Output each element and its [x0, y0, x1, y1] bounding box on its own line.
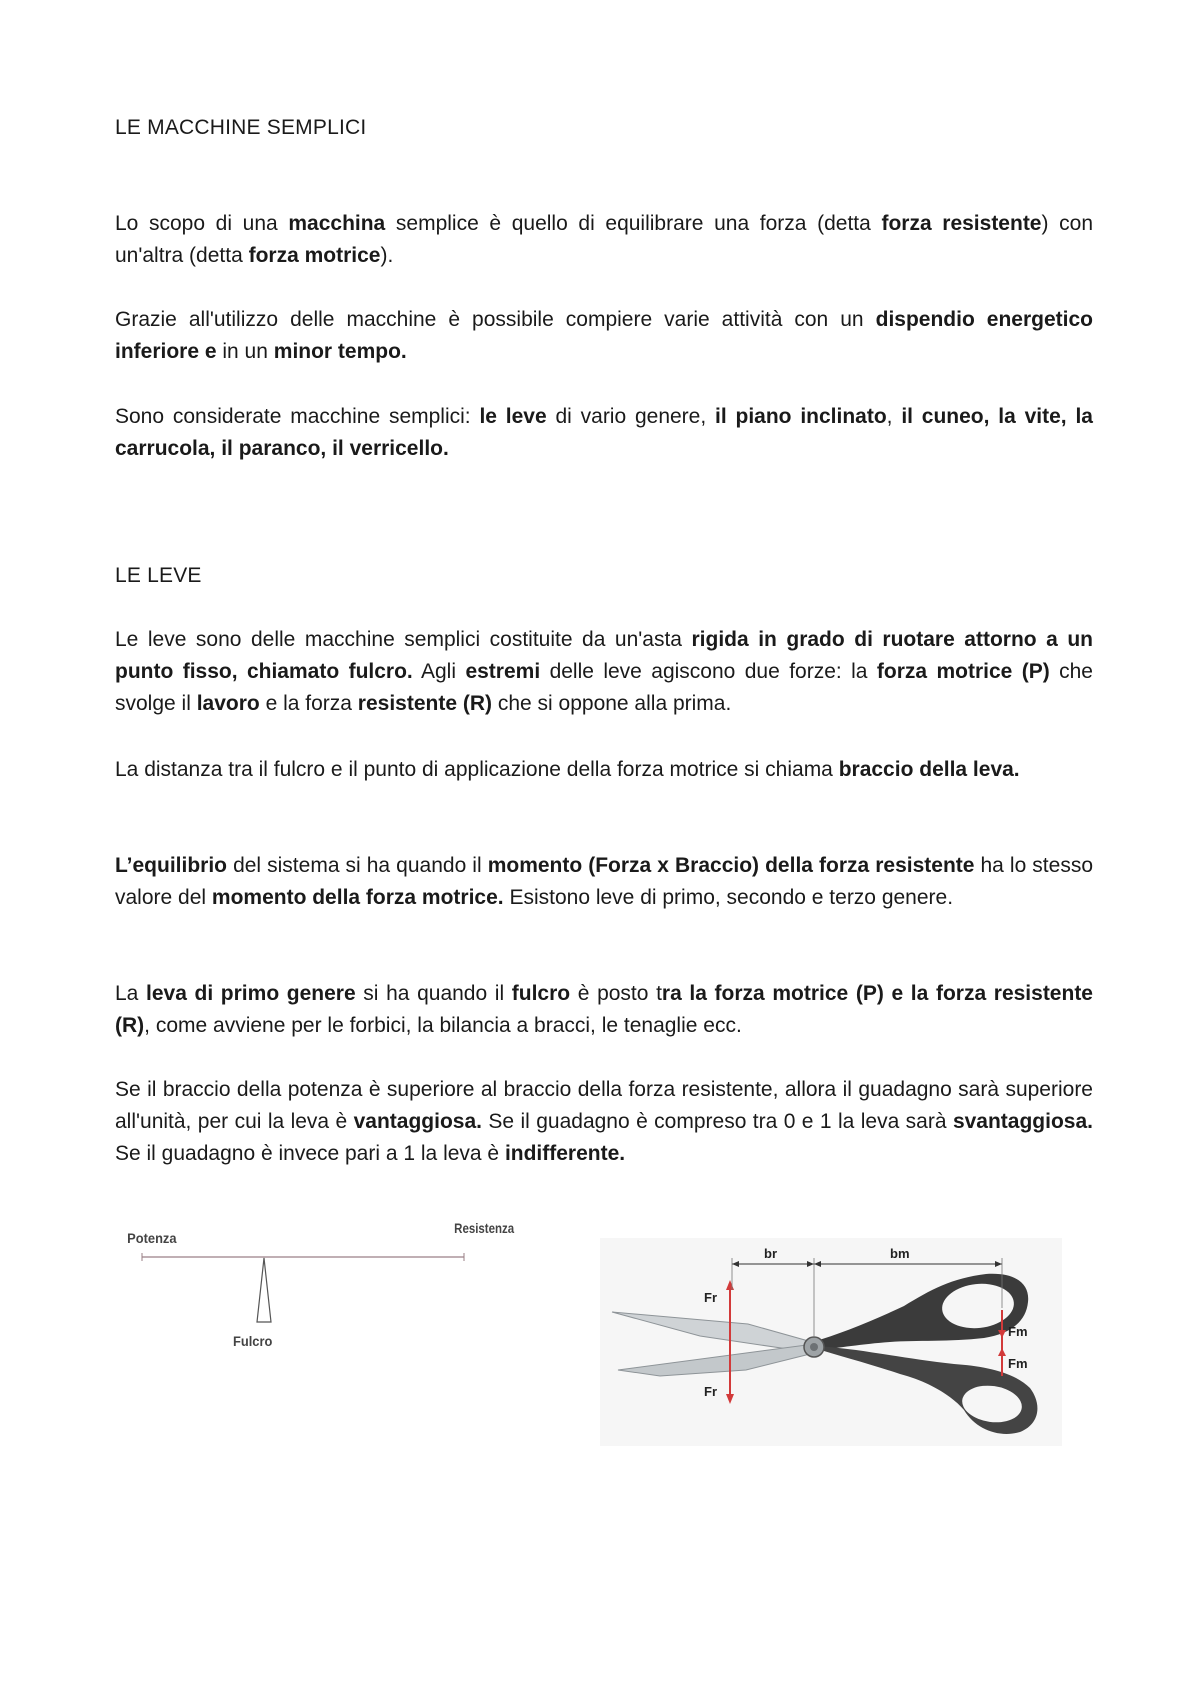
text-run: Se il guadagno è compreso tra 0 e 1 la leva sarà — [481, 1110, 953, 1133]
section-title-macchine-semplici: LE MACCHINE SEMPLICI — [115, 116, 367, 139]
bold-run: forza resistente — [881, 212, 1042, 235]
br-label: br — [764, 1246, 777, 1261]
fulcro-label: Fulcro — [233, 1333, 273, 1350]
bold-run: braccio della leva. — [838, 758, 1020, 781]
paragraph-guadagno — [115, 1074, 1093, 1170]
bold-run: momento della forza motrice. — [211, 886, 504, 909]
text-run: ha lo stesso valore del — [115, 854, 1093, 909]
text-run: Le leve sono delle macchine semplici costituite da un'asta — [115, 628, 692, 651]
paragraph-considerate — [115, 401, 1093, 465]
bold-run: dispendio energetico inferiore e — [115, 308, 1094, 363]
text-run: ). — [380, 244, 394, 267]
bold-run: il piano inclinato — [715, 405, 887, 428]
bold-run: le leve — [479, 405, 547, 428]
bold-run: indifferente. — [504, 1142, 626, 1165]
bold-run: svantaggiosa. — [952, 1110, 1093, 1133]
text-run: che si oppone alla prima. — [492, 692, 732, 715]
scissors-diagram — [600, 1238, 1062, 1446]
bold-run: L’equilibrio — [115, 854, 228, 877]
text-run: , — [886, 405, 902, 428]
text-run: Se il braccio della potenza è superiore al braccio della forza resistente, allora il guadagno sarà superiore all'unità, per cui la leva è — [115, 1078, 1093, 1133]
text-run: Sono considerate macchine semplici: — [115, 405, 480, 428]
bold-run: momento (Forza x Braccio) della forza resistente — [487, 854, 975, 877]
bold-run: fulcro — [511, 982, 571, 1005]
paragraph-scopo — [115, 208, 1093, 272]
paragraph-primo-genere — [115, 978, 1093, 1042]
text-run: del sistema si ha quando il — [227, 854, 488, 877]
text-run: di vario genere, — [546, 405, 716, 428]
text-run: si ha quando il — [355, 982, 512, 1005]
section-title-leve: LE LEVE — [115, 564, 202, 587]
text-run: Esistono leve di primo, secondo e terzo genere. — [503, 886, 954, 909]
text-run: è posto t — [570, 982, 662, 1005]
paragraph-braccio — [115, 754, 1093, 786]
bold-run: resistente (R) — [357, 692, 492, 715]
potenza-label: Potenza — [127, 1230, 177, 1247]
paragraph-leve-definizione — [115, 624, 1093, 720]
text-run: Agli — [412, 660, 466, 683]
bold-run: estremi — [465, 660, 541, 683]
fr-bottom-label: Fr — [704, 1384, 717, 1399]
fulcrum-triangle — [257, 1258, 271, 1322]
paragraph-grazie — [115, 304, 1093, 368]
text-run: Grazie all'utilizzo delle macchine è possibile compiere varie attività con un — [115, 308, 876, 331]
lever-diagram — [118, 1212, 515, 1362]
text-run: La distanza tra il fulcro e il punto di applicazione della forza motrice si chiama — [115, 758, 839, 781]
bold-run: lavoro — [196, 692, 260, 715]
bold-run: ra la forza motrice (P) e la forza resistente (R) — [115, 982, 1093, 1037]
text-run: La — [115, 982, 146, 1005]
bold-run: minor tempo. — [273, 340, 407, 363]
fm-bottom-label: Fm — [1008, 1356, 1028, 1371]
bold-run: forza motrice (P) — [876, 660, 1050, 683]
text-run: semplice è quello di equilibrare una forza (detta — [385, 212, 882, 235]
bold-run: vantaggiosa. — [353, 1110, 482, 1133]
bold-run: il cuneo, la vite, la carrucola, il paranco, il verricello. — [115, 405, 1093, 460]
bold-run: macchina — [288, 212, 386, 235]
resistenza-label: Resistenza — [454, 1219, 515, 1237]
paragraph-equilibrio — [115, 850, 1093, 914]
bold-run: leva di primo genere — [146, 982, 356, 1005]
text-run: che svolge il — [115, 660, 1093, 715]
fm-top-label: Fm — [1008, 1324, 1028, 1339]
text-run: delle leve agiscono due forze: la — [540, 660, 877, 683]
text-run: in un — [216, 340, 274, 363]
text-run: Lo scopo di una — [115, 212, 289, 235]
text-run: ) con un'altra (detta — [115, 212, 1093, 267]
fr-top-label: Fr — [704, 1290, 717, 1305]
text-run: Se il guadagno è invece pari a 1 la leva è — [115, 1142, 505, 1165]
bm-label: bm — [890, 1246, 910, 1261]
text-run: e la forza — [259, 692, 358, 715]
bold-run: forza motrice — [248, 244, 381, 267]
bold-run: rigida in grado di ruotare attorno a un punto fisso, chiamato fulcro. — [115, 628, 1093, 683]
text-run: , come avviene per le forbici, la bilancia a bracci, le tenaglie ecc. — [144, 1014, 742, 1037]
